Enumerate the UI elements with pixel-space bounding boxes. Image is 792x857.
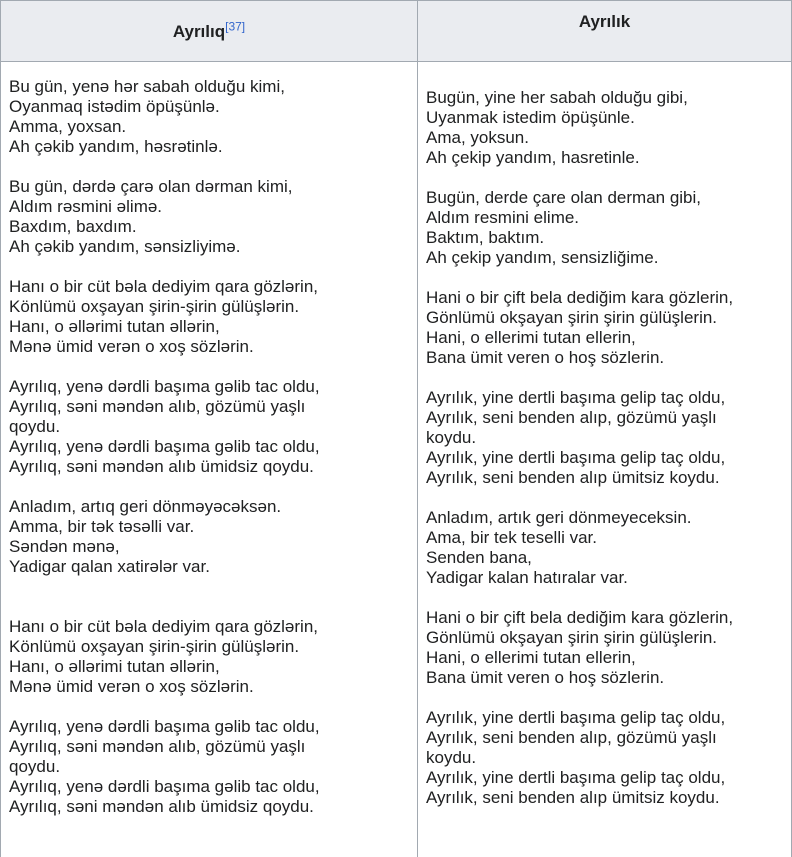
azerbaijani-lyrics-cell [1,62,418,857]
lyric-line: Ayrılıq, yenə dərdli başıma gəlib tac oldu, [9,777,409,797]
lyric-line: Ayrılık, yine dertli başıma gelip taç oldu, [426,448,783,468]
lyric-line: Bugün, yine her sabah olduğu gibi, [426,88,783,108]
lyric-line: Senden bana, [426,548,783,568]
stanza [426,608,783,688]
lyric-line: Hani, o ellerimi tutan ellerin, [426,648,783,668]
lyric-line: Ayrılık, yine dertli başıma gelip taç oldu, [426,388,783,408]
lyric-line: Hanı, o əllərimi tutan əllərin, [9,317,409,337]
lyric-line: Ayrılıq, səni məndən alıb ümidsiz qoydu. [9,797,409,817]
lyric-line: qoydu. [9,417,409,437]
stanza [426,508,783,588]
lyric-line: Hanı o bir cüt bəla dediyim qara gözlərin, [9,617,409,637]
lyric-line: Ayrılıq, səni məndən alıb ümidsiz qoydu. [9,457,409,477]
lyric-line: Baktım, baktım. [426,228,783,248]
lyric-line: Hani, o ellerimi tutan ellerin, [426,328,783,348]
stanza [426,88,783,168]
header-right-title: Ayrılık [579,12,630,31]
lyric-line: Ayrılıq, səni məndən alıb, gözümü yaşlı [9,737,409,757]
lyrics-row [1,62,792,857]
header-turkish [418,1,792,62]
lyric-line: Mənə ümid verən o xoş sözlərin. [9,337,409,357]
lyric-line: Könlümü oxşayan şirin-şirin gülüşlərin. [9,637,409,657]
lyric-line: Ah çəkib yandım, sənsizliyimə. [9,237,409,257]
lyric-line: qoydu. [9,757,409,777]
stanza [9,177,409,257]
lyric-line: Ayrılıq, yenə dərdli başıma gəlib tac oldu, [9,377,409,397]
lyric-line: Uyanmak istedim öpüşünle. [426,108,783,128]
lyric-line: Ah çekip yandım, hasretinle. [426,148,783,168]
header-azerbaijani [1,1,418,62]
lyric-line: Ayrılık, seni benden alıp, gözümü yaşlı [426,408,783,428]
lyric-line: Bana ümit veren o hoş sözlerin. [426,348,783,368]
stanza [9,497,409,577]
lyric-line: Yadigar qalan xatirələr var. [9,557,409,577]
lyric-line: Mənə ümid verən o xoş sözlərin. [9,677,409,697]
stanza [426,288,783,368]
lyric-line: Bugün, derde çare olan derman gibi, [426,188,783,208]
lyric-line: Ah çekip yandım, sensizliğime. [426,248,783,268]
lyric-line: Hani o bir çift bela dediğim kara gözlerin, [426,288,783,308]
stanza [9,617,409,697]
stanza [9,277,409,357]
lyric-line: Könlümü oxşayan şirin-şirin gülüşlərin. [9,297,409,317]
lyric-line: Hanı o bir cüt bəla dediyim qara gözlərin, [9,277,409,297]
lyric-line: Gönlümü okşayan şirin şirin gülüşlerin. [426,308,783,328]
lyric-line: Ayrılık, seni benden alıp ümitsiz koydu. [426,468,783,488]
lyric-line: Ama, bir tek teselli var. [426,528,783,548]
lyric-line: Ayrılıq, yenə dərdli başıma gəlib tac oldu, [9,717,409,737]
header-row [1,1,792,62]
lyric-line: Bana ümit veren o hoş sözlerin. [426,668,783,688]
lyric-line: Yadigar kalan hatıralar var. [426,568,783,588]
stanza [9,717,409,817]
lyric-line: Hani o bir çift bela dediğim kara gözlerin, [426,608,783,628]
lyric-line: Anladım, artıq geri dönməyəcəksən. [9,497,409,517]
lyric-line: Ayrılık, seni benden alıp, gözümü yaşlı [426,728,783,748]
lyric-line: Ayrılık, yine dertli başıma gelip taç oldu, [426,768,783,788]
lyric-line: Baxdım, baxdım. [9,217,409,237]
lyric-line: Ah çəkib yandım, həsrətinlə. [9,137,409,157]
lyric-line: Bu gün, dərdə çarə olan dərman kimi, [9,177,409,197]
lyric-line: Amma, yoxsan. [9,117,409,137]
stanza-spacer [9,597,409,617]
stanza [426,188,783,268]
lyric-line: Gönlümü okşayan şirin şirin gülüşlerin. [426,628,783,648]
stanza [9,77,409,157]
header-left-title: Ayrılıq [173,22,225,41]
lyric-line: koydu. [426,428,783,448]
lyric-line: Oyanmaq istədim öpüşünlə. [9,97,409,117]
stanza [9,377,409,477]
lyric-line: Anladım, artık geri dönmeyeceksin. [426,508,783,528]
lyric-line: Aldım rəsmini əlimə. [9,197,409,217]
lyric-line: Səndən mənə, [9,537,409,557]
lyric-line: Ayrılık, yine dertli başıma gelip taç oldu, [426,708,783,728]
stanza [426,388,783,488]
lyric-line: Amma, bir tək təsəlli var. [9,517,409,537]
stanza [426,708,783,808]
lyric-line: Ayrılıq, yenə dərdli başıma gəlib tac oldu, [9,437,409,457]
lyric-line: Ayrılık, seni benden alıp ümitsiz koydu. [426,788,783,808]
turkish-lyrics-cell [418,62,792,857]
lyric-line: Aldım resmini elime. [426,208,783,228]
lyric-line: koydu. [426,748,783,768]
lyric-line: Bu gün, yenə hər sabah olduğu kimi, [9,77,409,97]
lyric-line: Hanı, o əllərimi tutan əllərin, [9,657,409,677]
reference-link[interactable]: [37] [225,19,245,33]
lyric-line: Ayrılıq, səni məndən alıb, gözümü yaşlı [9,397,409,417]
lyric-line: Ama, yoksun. [426,128,783,148]
